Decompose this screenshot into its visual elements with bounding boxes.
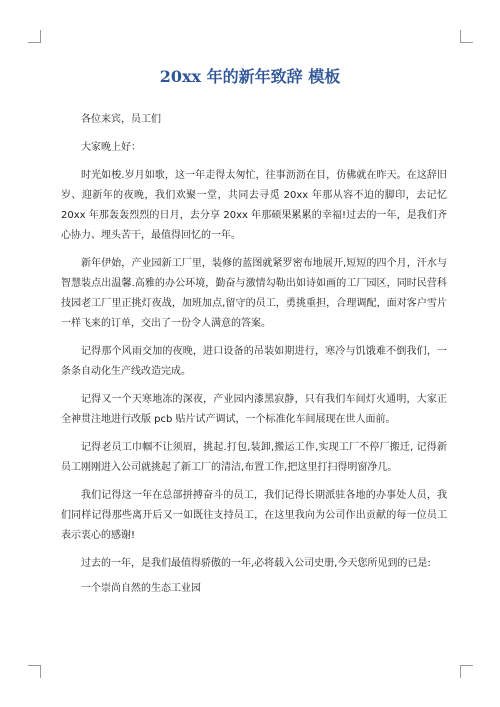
salutation: 各位来宾，员工们 bbox=[81, 114, 161, 125]
body-paragraph: 一个崇尚自然的生态工业园 bbox=[81, 583, 201, 594]
document-title: 20xx 年的新年致辞 模板 bbox=[159, 67, 341, 86]
document-body bbox=[61, 110, 447, 607]
corner-mark-bottom-left bbox=[28, 665, 41, 678]
body-paragraph: 记得又一个天寒地冻的深夜，产业园内漆黑寂静，只有我们车间灯火通明，大家正全神贯注地进行改版 pcb 贴片试产调试，一个标准化车间展现在世人面前。 bbox=[61, 394, 447, 425]
body-paragraph: 我们记得这一年在总部拼搏奋斗的员工，我们记得长期派驻各地的办事处人员，我们同样记得那些离开后又一如既往支持员工，在这里我向为公司作出贡献的每一位员工表示衷心的感谢! bbox=[61, 490, 447, 541]
body-paragraph: 新年伊始，产业园新工厂里，装修的蓝图就紧罗密布地展开,短短的四个月，汗水与智慧装点出温馨.高雅的办公环境，勤奋与激情勾勒出如诗如画的工厂园区，同时民营科技园老工厂里正挑灯夜战，加班加点,留守的员工，勇挑重担，合理调配，面对客户雪片一样飞来的订单，交出了一份令人满意的答案。 bbox=[61, 258, 447, 329]
body-paragraph: 记得那个风雨交加的夜晚，进口设备的吊装如期进行，寒冷与饥饿难不倒我们，一条条自动化生产线改造完成。 bbox=[61, 346, 447, 377]
corner-mark-top-left bbox=[28, 30, 41, 43]
corner-mark-top-right bbox=[460, 30, 473, 43]
body-paragraph: 记得老员工巾帼不让须眉，挑起.打包,装卸,搬运工作,实现工厂不停厂搬迁, 记得新员工刚刚进入公司就挑起了新工厂的清洁,布置工作,把这里打扫得明窗净几。 bbox=[61, 442, 447, 473]
body-paragraph: 过去的一年，是我们最值得骄傲的一年,必将载入公司史册,今天您所见到的已是: bbox=[81, 558, 431, 569]
corner-mark-bottom-right bbox=[460, 665, 473, 678]
body-paragraph: 时光如梭.岁月如歌，这一年走得太匆忙，往事沥沥在目，仿佛就在昨天。在这辞旧岁、迎新年的夜晚，我们欢聚一堂，共同去寻觅 20xx 年那从容不迫的脚印，去记忆 20xx 年那轰轰烈烈的日月，去分享 20xx 年那硕果累累的幸福!过去的一年，是我们齐心协力、埋头苦干，最值得回忆的一年。 bbox=[61, 170, 447, 241]
greeting: 大家晚上好： bbox=[81, 142, 141, 153]
